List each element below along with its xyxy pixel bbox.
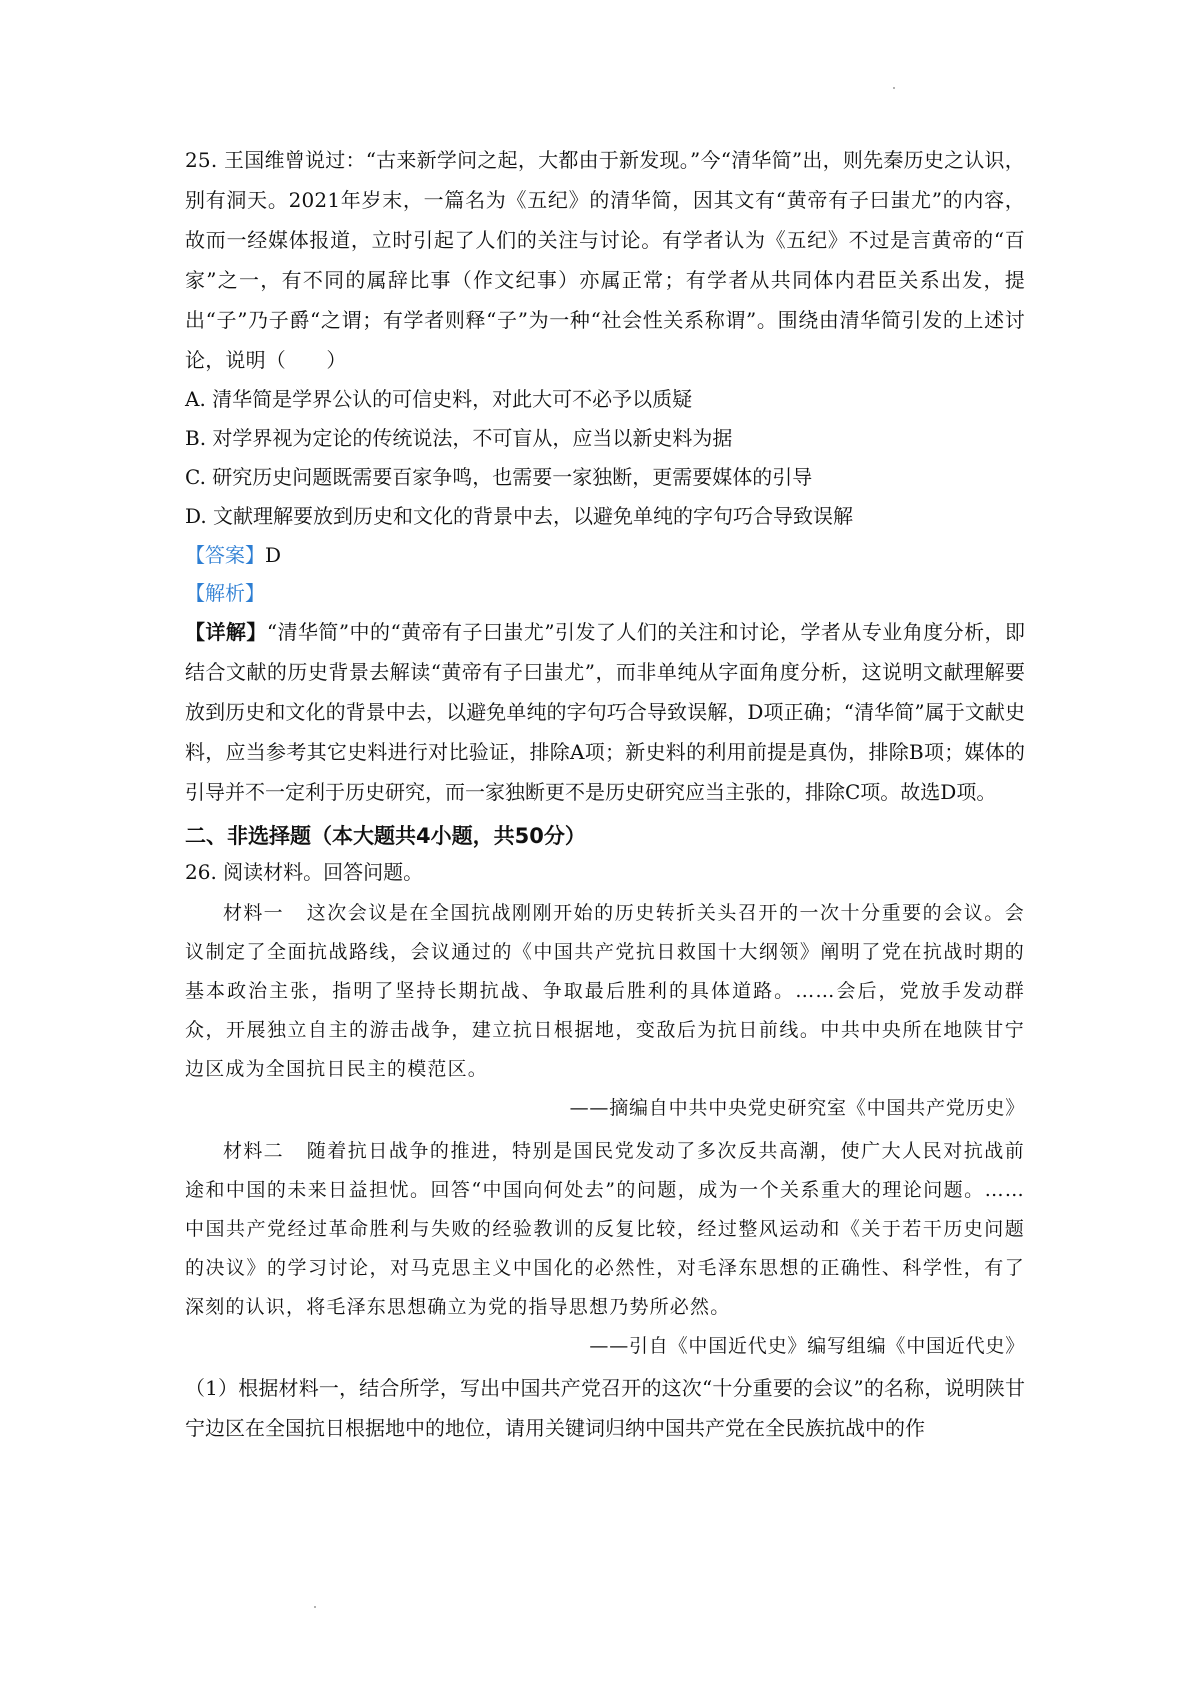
analysis-tag: 【解析】 [185, 581, 265, 605]
option-d: D. 文献理解要放到历史和文化的背景中去，以避免单纯的字句巧合导致误解 [185, 504, 854, 528]
option-b: B. 对学界视为定论的传统说法，不可盲从，应当以新史料为据 [185, 426, 733, 450]
page-content [185, 140, 1025, 1448]
analysis-line [185, 574, 1025, 612]
material-2-source: ——引自《中国近代史》编写组编《中国近代史》 [589, 1335, 1025, 1357]
answer-tag: 【答案】 [185, 543, 265, 567]
question-26-sub-1: （1）根据材料一，结合所学，写出中国共产党召开的这次“十分重要的会议”的名称，说明陕甘宁边区在全国抗日根据地中的地位，请用关键词归纳中国共产党在全民族抗战中的作 [185, 1376, 1025, 1440]
material-1-label: 材料一 [223, 902, 284, 924]
material-1-source: ——摘编自中共中央党史研究室《中国共产党历史》 [569, 1097, 1025, 1119]
material-1-text: 这次会议是在全国抗战刚刚开始的历史转折关头召开的一次十分重要的会议。会议制定了全面抗战路线，会议通过的《中国共产党抗日救国十大纲领》阐明了党在抗战时期的基本政治主张，指明了坚持长期抗战、争取最后胜利的具体道路。……会后，党放手发动群众，开展独立自主的游击战争，建立抗日根据地，变敌后为抗日前线。中共中央所在地陕甘宁边区成为全国抗日民主的模范区。 [185, 902, 1025, 1080]
detail-text: “清华简”中的“黄帝有子曰蚩尤”引发了人们的关注和讨论，学者从专业角度分析，即结合文献的历史背景去解读“黄帝有子曰蚩尤”，而非单纯从字面角度分析，这说明文献理解要放到历史和文化的背景中去，以避免单纯的字句巧合导致误解，D项正确；“清华简”属于文献史料，应当参考其它史料进行对比验证，排除A项；新史料的利用前提是真伪，排除B项；媒体的引导并不一定利于历史研究，而一家独断更不是历史研究应当主张的，排除C项。故选D项。 [185, 620, 1026, 804]
question-26-stem: 26. 阅读材料。回答问题。 [185, 860, 424, 884]
detail-tag: 【详解】 [185, 620, 267, 644]
material-1 [185, 894, 1025, 1089]
detail-explanation [185, 612, 1025, 812]
option-a: A. 清华简是学界公认的可信史料，对此大可不必予以质疑 [185, 387, 693, 411]
answer-value: D [265, 543, 282, 567]
section-title: 二、非选择题（本大题共4小题，共50分） [185, 824, 586, 848]
scan-dot [314, 1606, 316, 1608]
option-c: C. 研究历史问题既需要百家争鸣，也需要一家独断，更需要媒体的引导 [185, 465, 813, 489]
material-2 [185, 1132, 1025, 1327]
material-2-label: 材料二 [223, 1140, 284, 1162]
answer-line [185, 536, 1025, 574]
scan-dot [893, 87, 895, 89]
material-2-text: 随着抗日战争的推进，特别是国民党发动了多次反共高潮，使广大人民对抗战前途和中国的未来日益担忧。回答“中国向何处去”的问题，成为一个关系重大的理论问题。……中国共产党经过革命胜利与失败的经验教训的反复比较，经过整风运动和《关于若干历史问题的决议》的学习讨论，对马克思主义中国化的必然性，对毛泽东思想的正确性、科学性，有了深刻的认识，将毛泽东思想确立为党的指导思想乃势所必然。 [185, 1140, 1025, 1318]
question-25-stem: 25. 王国维曾说过：“古来新学问之起，大都由于新发现。”今“清华简”出，则先秦历史之认识，别有洞天。2021年岁末，一篇名为《五纪》的清华简，因其文有“黄帝有子曰蚩尤”的内容，故而一经媒体报道，立时引起了人们的关注与讨论。有学者认为《五纪》不过是言黄帝的“百家”之一，有不同的属辞比事（作文纪事）亦属正常；有学者从共同体内君臣关系出发，提出“子”乃子爵“之谓；有学者则释“子”为一种“社会性关系称谓”。围绕由清华简引发的上述讨论，说明（ ） [185, 148, 1025, 372]
